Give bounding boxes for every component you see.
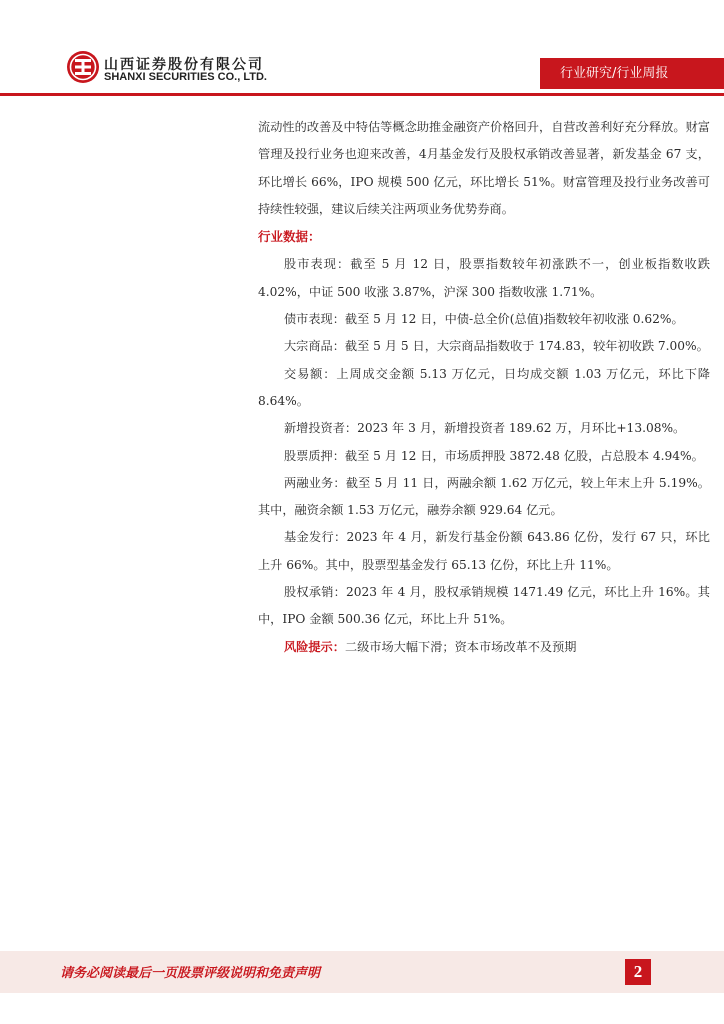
item-new-investors: 新增投资者：2023 年 3 月，新增投资者 189.62 万，月环比+13.08%。	[284, 421, 686, 436]
section-heading-row	[258, 223, 710, 251]
footer-disclaimer: 请务必阅读最后一页股票评级说明和免责声明	[60, 966, 321, 981]
item-turnover: 交易额：上周成交金额 5.13 万亿元，日均成交额 1.03 万亿元，环比下降 8.64%。	[258, 366, 710, 408]
risk-warning-text: 二级市场大幅下滑；资本市场改革不及预期	[344, 639, 577, 654]
shanxi-securities-logo-icon	[66, 50, 100, 84]
page-header	[0, 0, 724, 98]
report-type-tag: 行业研究/行业周报	[540, 58, 724, 89]
item-equity-underwriting: 股权承销：2023 年 4 月，股权承销规模 1471.49 亿元，环比上升 16%。其中，IPO 金额 500.36 亿元，环比上升 51%。	[258, 585, 710, 627]
company-name-en: SHANXI SECURITIES CO., LTD.	[104, 71, 267, 83]
industry-data-heading: 行业数据：	[258, 229, 321, 245]
risk-warning-label: 风险提示：	[284, 639, 345, 654]
item-fund-issuance: 基金发行：2023 年 4 月，新发行基金份额 643.86 亿份，发行 67 只，环比上升 66%。其中，股票型基金发行 65.13 亿份，环比上升 11%。	[258, 530, 710, 572]
intro-paragraph: 流动性的改善及中特估等概念助推金融资产价格回升，自营改善利好充分释放。财富管理及投行业务也迎来改善，4月基金发行及股权承销改善显著，新发基金 67 支，环比增长 66%，IPO 规模 500 亿元，环比增长 51%。财富管理及投行业务改善可持续性较强，建议后续关注两项业务优势券商。	[258, 120, 710, 216]
item-stock-market: 股市表现：截至 5 月 12 日，股票指数较年初涨跌不一，创业板指数收跌 4.02%，中证 500 收涨 3.87%，沪深 300 指数收涨 1.71%。	[258, 257, 710, 299]
item-commodities: 大宗商品：截至 5 月 5 日，大宗商品指数收于 174.83，较年初收跌 7.00%。	[284, 339, 709, 354]
item-margin-trading: 两融业务：截至 5 月 11 日，两融余额 1.62 万亿元，较上年末上升 5.19%。其中，融资余额 1.53 万亿元，融券余额 929.64 亿元。	[258, 475, 710, 518]
item-stock-pledge: 股票质押：截至 5 月 12 日，市场质押股 3872.48 亿股，占总股本 4.94%。	[284, 448, 704, 463]
page-footer	[0, 951, 724, 993]
page-number: 2	[625, 959, 651, 985]
report-body	[258, 114, 710, 661]
company-name-cn: 山西证券股份有限公司	[104, 57, 264, 73]
header-divider	[0, 93, 724, 96]
risk-warning	[258, 634, 710, 661]
item-bond-market: 债市表现：截至 5 月 12 日，中债-总全价(总值)指数较年初收涨 0.62%。	[284, 312, 684, 327]
